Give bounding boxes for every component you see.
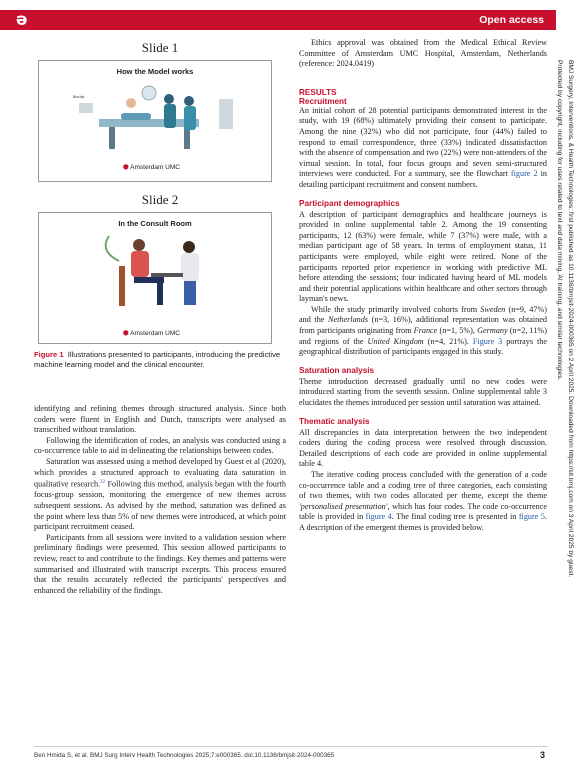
open-access-icon: ə xyxy=(16,10,28,30)
ethics-paragraph: Ethics approval was obtained from the Medical Ethical Review Committee of Amsterdam UMC Hospital, Amsterdam, Netherlands (reference: 2024.0419) xyxy=(299,38,547,69)
paragraph: Participants from all sessions were invited to a validation session where preliminary findings were presented. This session allowed participants to review, react to and contribute to the findings. Key themes and patterns were summarised and illustrated with transcript excerpts. This process ensured that the results accurately reflected the participants' perspectives and enhanced the reliability of the findings. xyxy=(34,532,286,595)
figure-3-link[interactable]: Figure 3 xyxy=(472,336,503,346)
figure-caption-label: Figure 1 xyxy=(34,350,64,359)
amsterdam-umc-logo-2: ⬢ Amsterdam UMC xyxy=(123,330,180,337)
recruitment-paragraph: An initial cohort of 28 potential participants demonstrated interest in the study, with 19 (68%) ultimately providing their consent to participate. Among the nine (32%) who did not participate, four (44%) failed to respond to email correspondence, three (33%) indicated dissatisfaction with the absence of compensation and two (22%) were non-attenders of the virtual session. In total, four focus groups and seven semi-structured interviews were conducted. For a summary, see the flowchart figure 2 in detailing participant recruitment and consent numbers. xyxy=(299,105,547,189)
slide2-title: Slide 2 xyxy=(141,192,179,207)
amsterdam-umc-logo: ⬢ Amsterdam UMC xyxy=(123,164,180,171)
thematic-heading: Thematic analysis xyxy=(299,416,370,426)
figure-4-link[interactable]: figure 4 xyxy=(365,512,392,522)
slide1-box xyxy=(38,60,272,182)
sidebar-line-1: BMJ Surgery, Interventions, & Health Technologies: first published as 10.1136/bmjsit-2024-000365 on 2 April 2025. Downloaded from https://sit.bmj.com on 3 April 2025 by guest. xyxy=(567,60,574,578)
footer-citation: Ben Hmida S, et al. BMJ Surg Interv Health Technologies 2025;7:e000365. doi:10.1136/bmjsit-2024-000365 xyxy=(34,752,335,759)
thematic-paragraph-2: The iterative coding process concluded with the generation of a code co-occurrence table and a coding tree of three categories, each consisting of two themes, with two codes allocated per theme, except the theme 'personalised presentation', which has four codes. The code co-occurrence table is provided in figure 4. The final coding tree is presented in figure 5. A description of the emergent themes is provided below. xyxy=(299,470,547,532)
consult-room-illustration xyxy=(39,231,271,326)
figure-5-link[interactable]: figure 5 xyxy=(518,512,545,522)
left-body-text xyxy=(34,404,286,596)
right-column xyxy=(299,36,547,534)
footer-divider xyxy=(34,746,548,747)
sidebar-line-2: Protected by copyright, including for uses related to text and data mining, AI training, and similar technologies. xyxy=(556,60,563,381)
thematic-paragraph: All discrepancies in data interpretation between the two independent coders during the coding process were resolved through discussion. Detailed descriptions of each code are provided in online supplemental table 4. xyxy=(299,427,547,469)
paragraph: identifying and refining themes through structured analysis. Since both coders were fluent in English and Dutch, transcripts were analysed as transcribed without translation. xyxy=(34,404,286,435)
figure-2-link[interactable]: figure 2 xyxy=(510,169,538,179)
page-number: 3 xyxy=(540,750,546,760)
recruitment-heading: Recruitment xyxy=(299,96,347,106)
slide1-small-label: Biochip xyxy=(73,95,85,99)
saturation-paragraph: Theme introduction decreased gradually until no new codes were introduced starting from the seventh session. Online supplemental table 3 elucidates the themes introduced per session until saturation was attained. xyxy=(299,376,547,408)
slide1-heading: How the Model works xyxy=(116,67,194,76)
paragraph: Saturation was assessed using a method developed by Guest et al (2020), which provides a structured approach to evaluating data saturation in qualitative research.$^{22}$ Following this method, analysis began with the fourth focus-group session, monitoring the emergence of new themes across subsequent sessions. As advised by the method, saturation was defined as the point where less than 5% of new themes were introduced, at which point participant recruitment ceased. xyxy=(34,456,286,532)
results-heading: RESULTS xyxy=(299,87,337,97)
demographics-paragraph-2: While the study primarily involved cohorts from Sweden (n=9, 47%) and the Netherlands (n=3, 16%), additional representation was obtained from participants originating from France (n=1, 5%), Germany (n=2, 11%) and regions of the United Kingdom (n=4, 21%). Figure 3 portrays the geographical distribution of participants engaged in this study. xyxy=(299,304,547,357)
slide2-heading: In the Consult Room xyxy=(118,219,192,228)
reference-22[interactable]: 22 xyxy=(100,480,106,486)
figure-caption xyxy=(34,350,286,370)
demographics-heading: Participant demographics xyxy=(299,198,400,208)
slide2-box xyxy=(38,212,272,344)
open-access-label: Open access xyxy=(479,14,544,26)
operating-room-illustration xyxy=(39,79,271,159)
figure-caption-text: Illustrations presented to participants, introducing the predictive machine learning model and the clinical encounter. xyxy=(34,350,281,369)
saturation-heading: Saturation analysis xyxy=(299,365,375,375)
header-bar xyxy=(0,10,556,30)
left-column xyxy=(34,36,286,596)
slide1-title: Slide 1 xyxy=(141,40,179,55)
demographics-paragraph: A description of participant demographics and healthcare journeys is provided in online supplemental table 2. Among the 19 consenting participants, 12 (63%) were female, while 7 (37%) were male, with a median participant age of 58 years. In terms of employment status, 11 participants were employed, while eight were retired. None of the participants reported prior experience in working with predictive ML before attending the sessions; four indicated having heard of ML models and their potential applications within healthcare and other sectors through layman's news. xyxy=(299,209,547,304)
paragraph: Following the identification of codes, an analysis was conducted using a co-occurrence table to aid in delineating the relationships between codes. xyxy=(34,435,286,456)
